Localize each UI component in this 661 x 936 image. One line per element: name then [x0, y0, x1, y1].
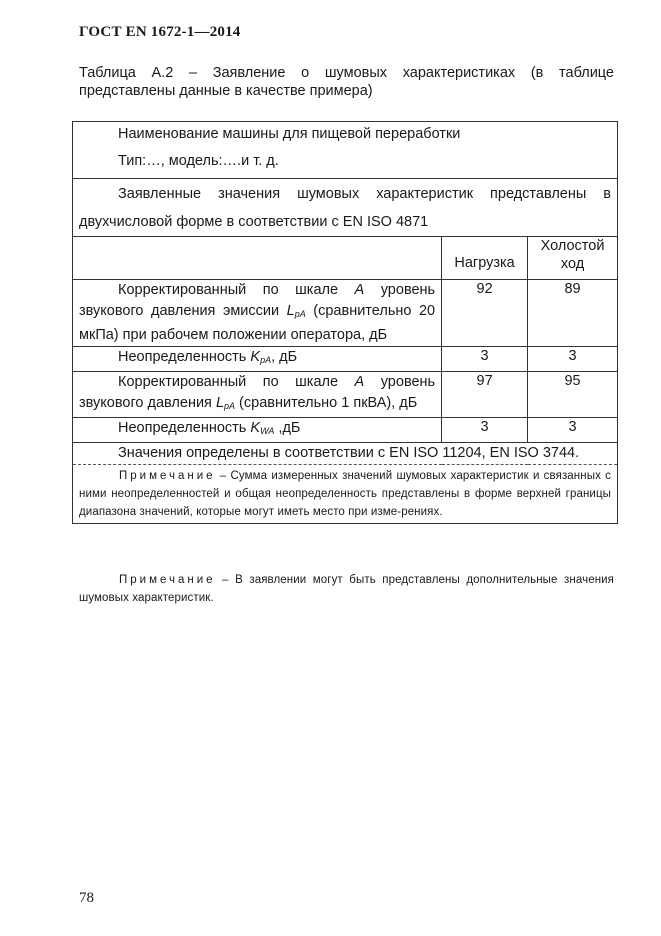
machine-cell [73, 122, 618, 179]
machine-name: Наименование машины для пищевой переработки [118, 126, 461, 142]
value-idle: 95 [528, 372, 618, 418]
determined-cell [73, 443, 618, 465]
row-text: (сравнительно 1 пкВА), дБ [235, 395, 418, 411]
symbol-l: L [286, 303, 295, 319]
row-text: (сравнительно 20 мкПа) при рабочем положении оператора, дБ [79, 303, 436, 343]
page-note [79, 571, 614, 607]
table-note [79, 465, 611, 523]
table-row [73, 418, 618, 443]
table-row [73, 280, 618, 347]
value-idle: 89 [528, 280, 618, 347]
row-text: Неопределенность [118, 420, 251, 436]
row-description [73, 418, 442, 443]
symbol-a: A [354, 282, 365, 298]
row-description [73, 347, 442, 372]
table-row [73, 179, 618, 237]
note-text: – Сумма измеренных значений шумовых характеристик и связанных с ними неопределенностей и общая неопределенность представлены в форме верхней границы диапазона значений, которые могут иметь место при изме-рениях. [79, 470, 611, 518]
table-caption: Таблица А.2 – Заявление о шумовых характеристиках (в таблице представлены данные в качестве примера) [79, 65, 614, 99]
table-row [73, 237, 618, 280]
page-note-text: – В заявлении могут быть представлены дополнительные значения шумовых характеристик. [79, 574, 614, 604]
column-header-load: Нагрузка [442, 237, 528, 280]
table-row [73, 122, 618, 179]
declared-values-text: Заявленные значения шумовых характеристик представлены в двухчисловой форме в соответствии с EN ISO 4871 [73, 179, 618, 237]
note-label: Примечание [119, 470, 216, 482]
symbol-a: A [354, 374, 365, 390]
row-text: Корректированный по шкале [118, 282, 355, 298]
row-text: Корректированный по шкале [118, 374, 355, 390]
row-text: Неопределенность [118, 349, 251, 365]
table-row [73, 465, 618, 524]
row-text: ,дБ [274, 420, 301, 436]
symbol-subscript: pA [224, 401, 236, 411]
document-header: ГОСТ EN 1672-1—2014 [79, 24, 241, 40]
row-description [73, 372, 442, 418]
symbol-k: K [250, 420, 261, 436]
symbol-k: K [250, 349, 261, 365]
table-row [73, 372, 618, 418]
row-description [73, 280, 442, 347]
value-load: 3 [442, 418, 528, 443]
value-load: 3 [442, 347, 528, 372]
noise-declaration-table [72, 121, 618, 524]
row-text: , дБ [271, 349, 298, 365]
empty-header-cell [73, 237, 442, 280]
table-row [73, 443, 618, 465]
symbol-subscript: WA [260, 426, 275, 436]
machine-type: Тип:…, модель:….и т. д. [118, 153, 279, 169]
value-load: 92 [442, 280, 528, 347]
symbol-subscript: pA [294, 309, 306, 319]
value-load: 97 [442, 372, 528, 418]
symbol-l: L [215, 395, 225, 411]
column-header-idle: Холостой ход [528, 237, 618, 280]
value-idle: 3 [528, 347, 618, 372]
value-idle: 3 [528, 418, 618, 443]
page-number: 78 [79, 890, 94, 906]
row-text: уровень звукового давления эмиссии [79, 282, 436, 319]
symbol-subscript: pA [260, 355, 272, 365]
row-text: уровень звукового давления [79, 374, 436, 411]
page-note-label: Примечание [119, 574, 216, 586]
table-row [73, 347, 618, 372]
determined-text: Значения определены в соответствии с EN ISO 11204, EN ISO 3744. [118, 445, 580, 461]
table-note-cell [73, 465, 618, 524]
